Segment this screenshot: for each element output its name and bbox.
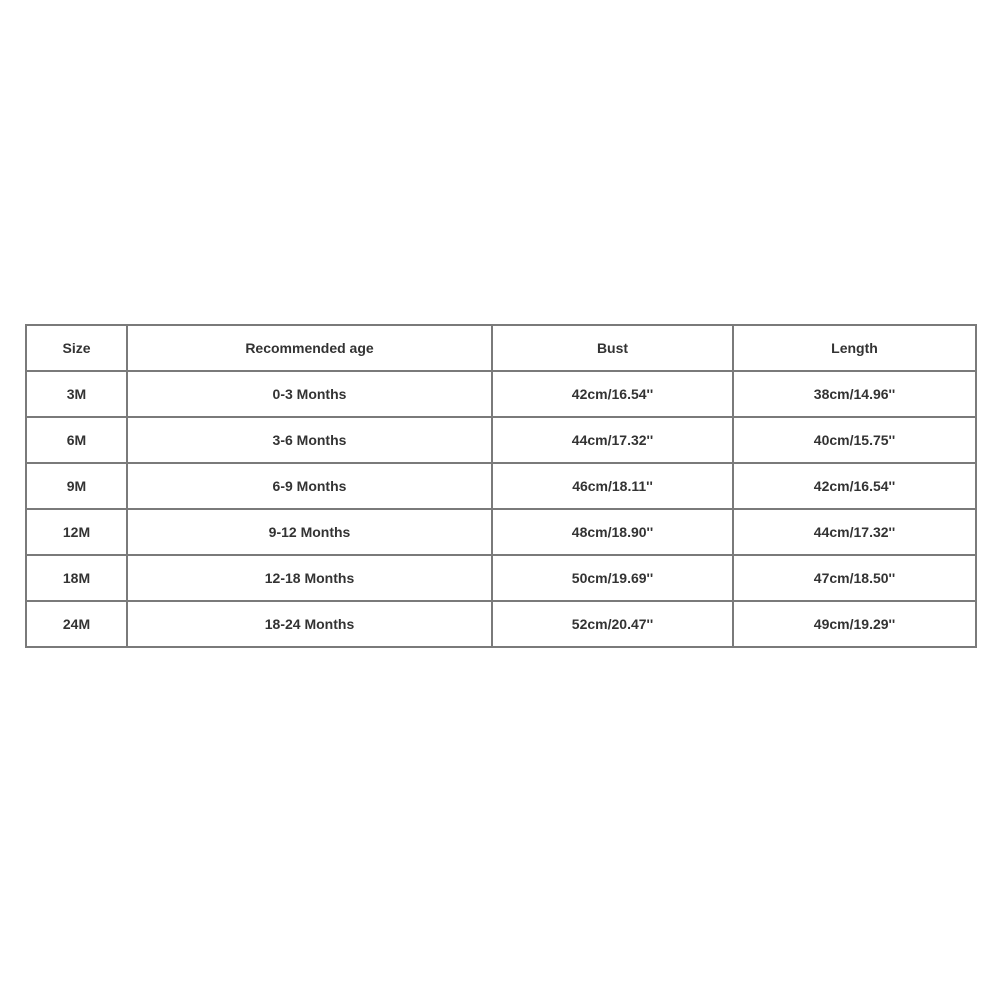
header-length: Length [733,325,976,371]
table-row [26,601,976,647]
cell-bust: 48cm/18.90'' [492,509,733,555]
cell-bust: 52cm/20.47'' [492,601,733,647]
cell-recommended-age: 9-12 Months [127,509,492,555]
size-chart-table [25,324,977,648]
table-header-row [26,325,976,371]
cell-recommended-age: 0-3 Months [127,371,492,417]
header-recommended-age: Recommended age [127,325,492,371]
cell-length: 49cm/19.29'' [733,601,976,647]
table-row [26,463,976,509]
cell-length: 38cm/14.96'' [733,371,976,417]
table-row [26,417,976,463]
cell-size: 24M [26,601,127,647]
cell-size: 3M [26,371,127,417]
cell-bust: 46cm/18.11'' [492,463,733,509]
cell-recommended-age: 6-9 Months [127,463,492,509]
cell-length: 42cm/16.54'' [733,463,976,509]
table-row [26,371,976,417]
table-row [26,555,976,601]
header-bust: Bust [492,325,733,371]
cell-size: 18M [26,555,127,601]
cell-length: 47cm/18.50'' [733,555,976,601]
cell-recommended-age: 3-6 Months [127,417,492,463]
cell-recommended-age: 12-18 Months [127,555,492,601]
header-size: Size [26,325,127,371]
cell-size: 6M [26,417,127,463]
cell-size: 9M [26,463,127,509]
cell-length: 40cm/15.75'' [733,417,976,463]
table-row [26,509,976,555]
cell-size: 12M [26,509,127,555]
cell-recommended-age: 18-24 Months [127,601,492,647]
cell-bust: 42cm/16.54'' [492,371,733,417]
cell-bust: 44cm/17.32'' [492,417,733,463]
cell-length: 44cm/17.32'' [733,509,976,555]
cell-bust: 50cm/19.69'' [492,555,733,601]
